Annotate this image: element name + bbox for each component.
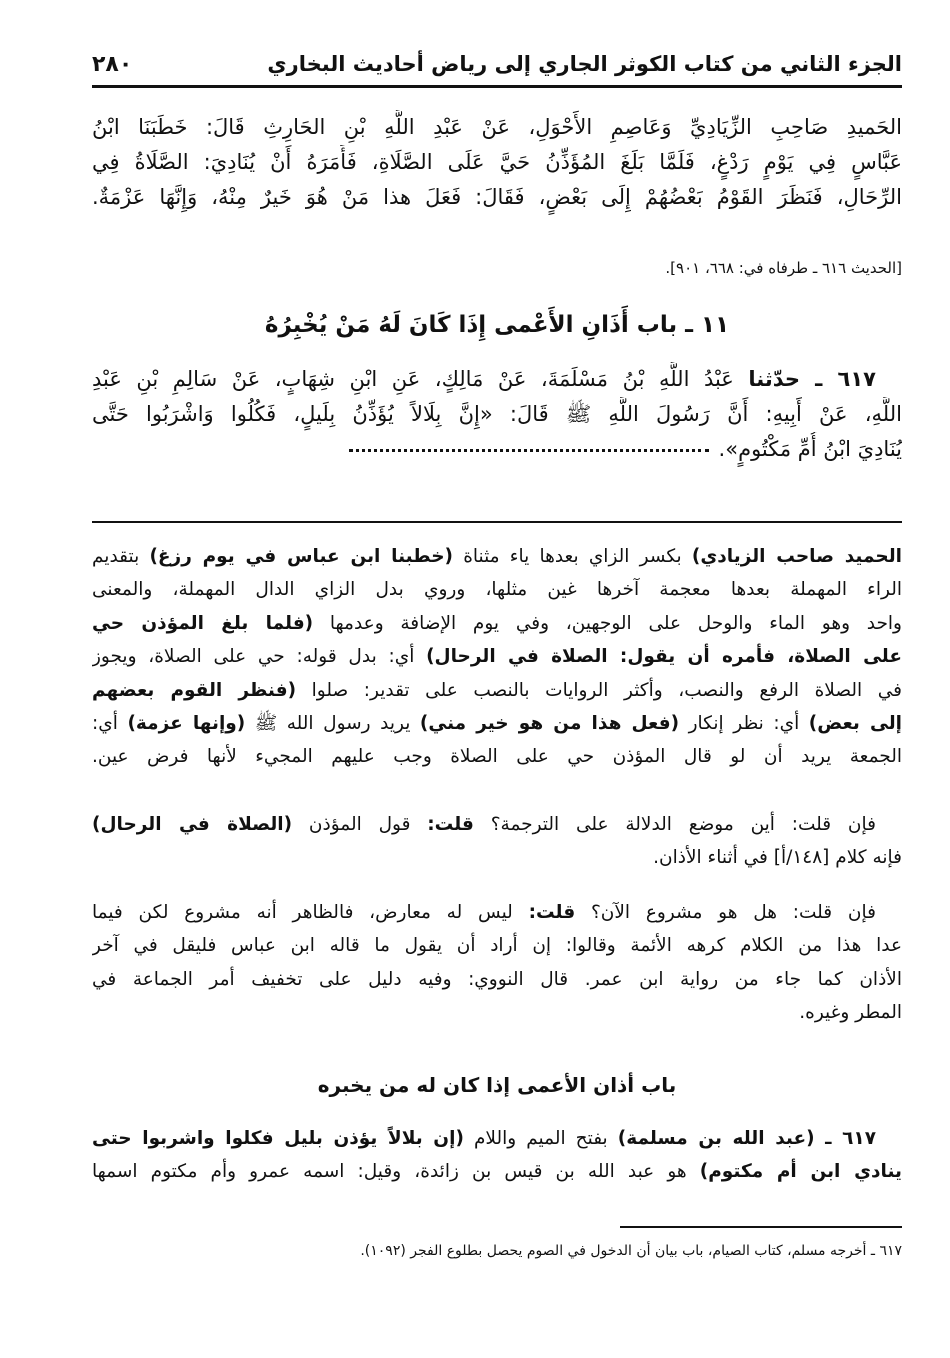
text-segment: عدا هذا من الكلام كرهه الأئمة وقالوا: إن أراد أن يقول ما قاله ابن عباس فليقل في آخر [92,935,902,957]
text-segment: بكسر الزاي بعدها ياء مثناة [453,546,692,567]
text-segment: فإنه كلام [١٤٨/أ] في أثناء الأذان. [653,847,902,869]
text-line [92,808,902,841]
text-segment: هو عبد الله بن قيس بن زائدة، وقيل: اسمه عمرو وأم مكتوم اسمها [92,1161,700,1183]
running-header-title: الجزء الثاني من كتاب الكوثر الجاري إلى رياض أحاديث البخاري [267,52,902,76]
text-segment: عَبَّاسٍ فِي يَوْمٍ رَدْغٍ، فَلَمَّا بَلَغَ المُؤَذِّنُ حَيَّ عَلَى الصَّلَاةِ، فَأَمَرَهُ أَنْ يُنَادِيَ: الصَّلَاةُ فِي [92,150,902,174]
bold-term: (إن بلالاً يؤذن بليل فكلوا واشربوا حتى [92,1128,464,1149]
text-line [92,573,902,606]
bold-term: ينادي ابن أم مكتوم) [699,1161,902,1183]
text-segment: يريد رسول الله ﷺ [245,713,420,735]
bold-term: (وإنها عزمة) [127,713,246,735]
text-line [92,740,902,773]
bold-term: (فلما بلغ المؤذن حي [92,612,314,634]
bold-term: (الصلاة في الرحال) [92,814,293,835]
commentary-paragraph [92,1122,902,1189]
running-header [92,46,902,82]
bold-term: قلت: [427,814,474,835]
footnote-rule [620,1226,902,1228]
text-line [92,640,902,673]
bold-term: على الصلاة، فأمره أن يقول: الصلاة في الرحال) [426,646,902,668]
text-line [92,841,902,874]
bold-term: ٦١٧ ـ (عبد الله بن مسلمة) [617,1128,877,1149]
text-line [92,707,902,740]
text-line [92,674,902,707]
text-line [92,607,902,640]
commentary-chapter-title: باب أذان الأعمى إذا كان له من يخبره [317,1073,677,1097]
commentary-paragraph [92,540,902,774]
bold-term: ٦١٧ ـ حدّثنا [748,367,876,391]
bold-term: قلت: [528,902,576,923]
hadith-617-text [92,362,902,467]
text-line [92,432,902,467]
text-line [92,397,902,432]
text-segment: قول المؤذن [292,814,428,835]
text-segment: في الصلاة الرفع والنصب، وأكثر الروايات بالنصب على تقدير: صلوا [296,679,902,701]
page-number: ٢٨٠ [92,51,133,77]
bold-term: (خطبنا ابن عباس في يوم رزغ) [149,546,453,567]
text-segment: أي: نظر إنكار [679,713,809,735]
text-line [92,110,902,145]
text-segment: بتقديم [92,546,150,567]
text-segment: عَبْدُ اللَّهِ بْنُ مَسْلَمَةَ، عَنْ مَالِكٍ، عَنِ ابْنِ شِهَابٍ، عَنْ سَالِمِ بْنِ عَبْدِ [92,367,749,391]
bold-term: (فنظر القوم بعضهم [92,679,297,701]
text-line [92,963,902,996]
text-segment: الحَميدِ صَاحِبِ الزِّيَادِيِّ وَعَاصِمِ الأَحْوَلِ، عَنْ عَبْدِ اللَّهِ بْنِ الحَارِثِ قَالَ: خَطَبَنَا ابْنُ [92,115,902,139]
text-line [92,929,902,962]
text-segment: أي: بدل قوله: حي على الصلاة، ويجوز [92,646,427,668]
text-segment: الرِّحَالِ، فَنَظَرَ القَوْمُ بَعْضُهُمْ إِلَى بَعْضٍ، فَقَالَ: فَعَلَ هذا مَنْ هُوَ خَيرٌ مِنْهُ، وَإِنَّهَا عَزْمَةٌ. [92,185,902,209]
text-line [92,996,902,1029]
commentary-paragraph [92,896,902,1030]
footnote: ٦١٧ ـ أخرجه مسلم، كتاب الصيام، باب بيان أن الدخول في الصوم يحصل بطلوع الفجر (١٠٩٢). [360,1243,902,1259]
text-line [92,540,902,573]
text-line [92,362,902,397]
text-line [92,145,902,180]
text-segment: فإن قلت: أين موضع الدلالة على الترجمة؟ [473,814,877,835]
text-segment: اللَّهِ، عَنْ أَبِيهِ: أَنَّ رَسُولَ اللَّهِ ﷺ قَالَ: «إِنَّ بِلَالاً يُؤَذِّنُ بِلَيلٍ، فَكُلُوا وَاشْرَبُوا حَتَّى [92,402,902,426]
header-rule [92,85,902,88]
text-segment: الأذان كما جاء من رواية ابن عمر. قال النووي: وفيه دليل على تخفيف أمر الجماعة في [92,968,902,990]
text-segment: يُنَادِيَ ابْنُ أُمِّ مَكْتُومٍ». [718,437,902,461]
text-segment: فإن قلت: هل هو مشروع الآن؟ [575,902,876,923]
text-line [92,1122,902,1155]
hadith-616-reference: [الحديث ٦١٦ ـ طرفاه في: ٦٦٨، ٩٠١]. [665,259,902,277]
text-segment: ليس له معارض، فالظاهر أنه مشروع لكن فيما [92,902,529,923]
commentary-paragraph [92,808,902,875]
bold-term: إلى بعض) [808,713,902,735]
section-divider [92,521,902,523]
text-segment: الراء المهملة بعدها معجمة آخرها غين مثلها، وروي بدل الزاي الدال المهملة، والمعنى [92,579,902,601]
text-segment: أي: [92,713,128,735]
text-segment: المطر وغيره. [799,1002,902,1024]
dotted-leader [349,449,709,452]
text-line [92,180,902,215]
text-segment: بفتح الميم واللام [463,1128,618,1149]
text-line [92,896,902,929]
text-segment: الجمعة يريد أن لو قال المؤذن حي على الصلاة وجب عليهم المجيء لأنها فرض عين. [92,746,902,768]
hadith-616-text [92,110,902,215]
bold-term: (فعل هذا من هو خير مني) [419,713,680,735]
text-segment: واحد وهو الماء والوحل على الوجهين، وفي يوم الإضافة وعدمها [313,612,902,634]
bold-term: الحميد صاحب الزيادي) [691,546,902,567]
text-line [92,1155,902,1188]
chapter-title: ١١ ـ باب أَذَانِ الأَعْمى إِذَا كَانَ لَهُ مَنْ يُخْبِرُهُ [264,312,730,338]
